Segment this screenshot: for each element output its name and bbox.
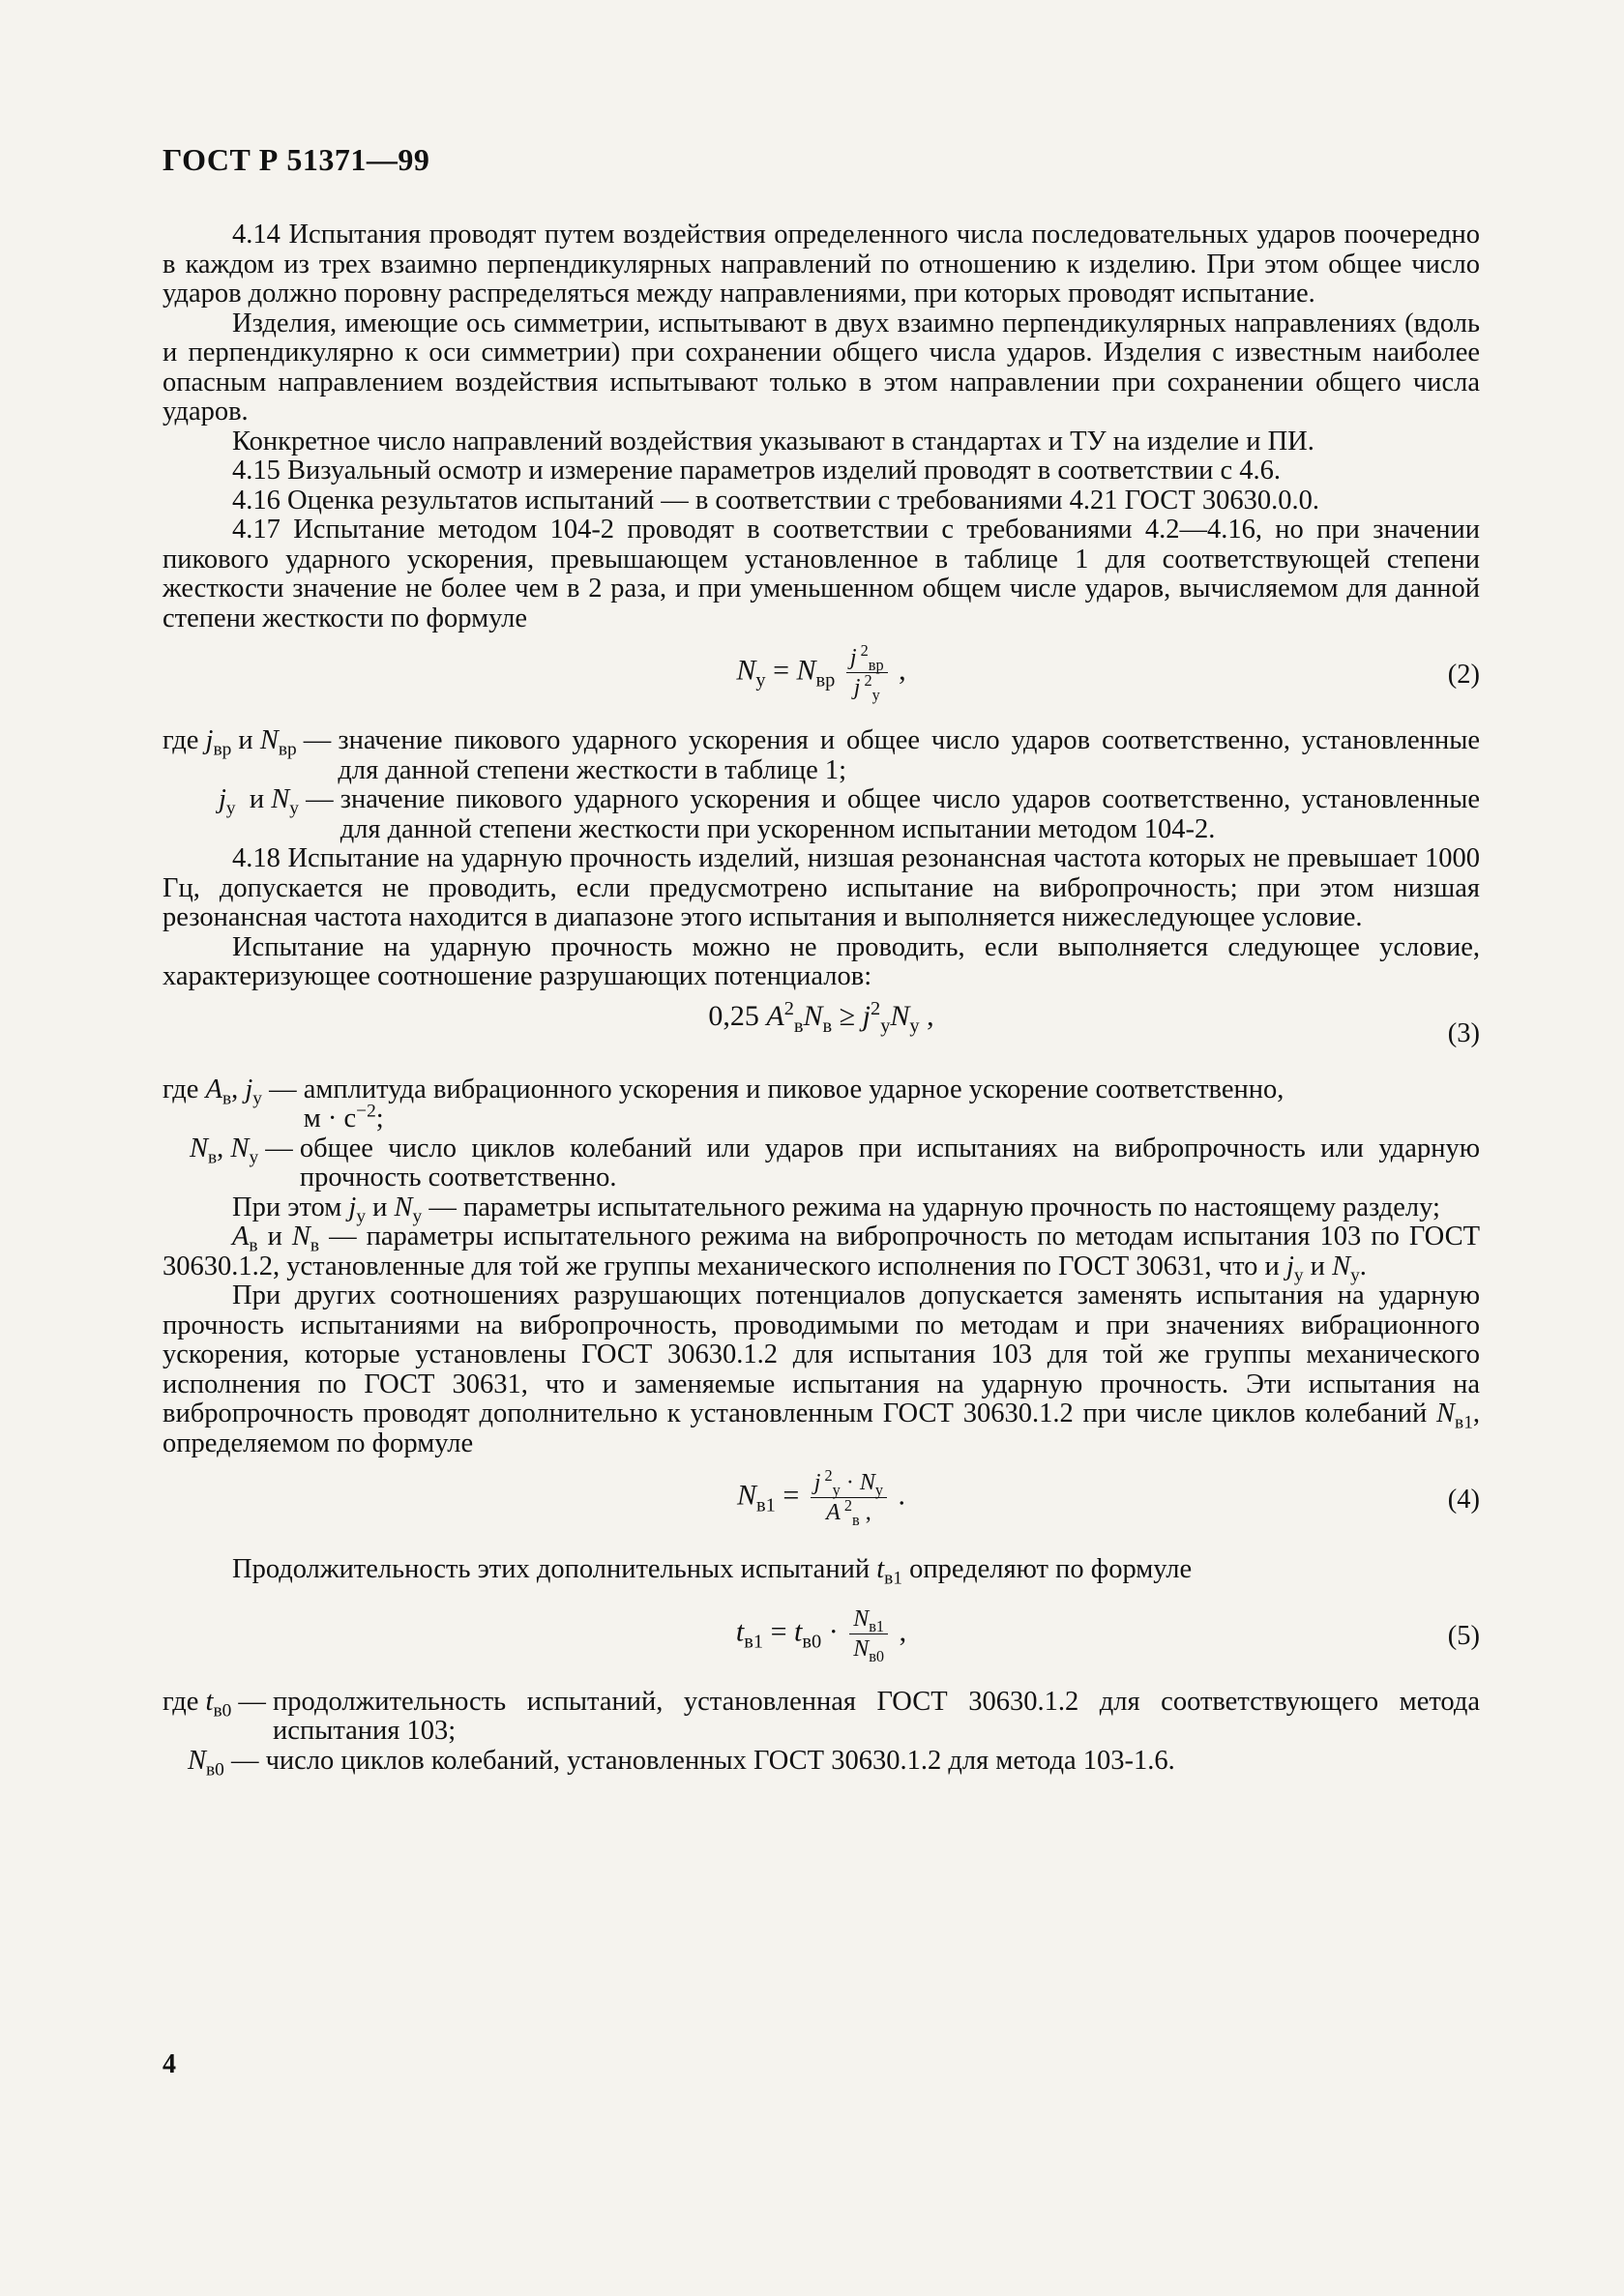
definition-term: где $t_{в0}$ — [162, 1686, 274, 1722]
formula-2 [162, 633, 1480, 726]
paragraph-other-ratios: При других соотношениях разрушающих потенциалов допускается заменять испытания на ударную прочность испытаниями на вибропрочность, проводимыми по методам и при значениях вибрационного ускорения, которые установлены ГОСТ 30630.1.2 для испытания 103 для той же группы механического исполнения по ГОСТ 30631, что и заменяемые испытания на ударную прочность. Эти испытания на вибропрочность проводят дополнительно к установленным ГОСТ 30630.1.2 при числе циклов колебаний $N_{в1}$, определяемом по формуле [162, 1280, 1480, 1458]
definition-text: число циклов колебаний, установленных ГОСТ 30630.1.2 для метода 103-1.6. [265, 1745, 1175, 1776]
paragraph-4-18: 4.18 Испытание на ударную прочность изделий, низшая резонансная частота которых не превышает 1000 Гц, допускается не проводить, если предусмотрено испытание на вибропрочность; при этом низшая резонансная частота находится в диапазоне этого испытания и выполняется нижеследующее условие. [162, 843, 1480, 932]
definition-av-jy [162, 1075, 1480, 1134]
definition-tv0 [162, 1688, 1480, 1747]
definition-nv0 [162, 1745, 1480, 1781]
formula-3-expression: 0,25 $A^2_вN_в \ge j^2_уN_у$ , [708, 997, 934, 1037]
paragraph-av-nv-params: $A_в$ и $N_в$ — параметры испытательного режима на вибропрочность по методам испытания 103 по ГОСТ 30630.1.2, установленные для той же группы механического исполнения по ГОСТ 30631, что и $j_у$ и $N_у$. [162, 1222, 1480, 1286]
paragraph-duration: Продолжительность этих дополнительных испытаний $t_{в1}$ определяют по формуле [232, 1554, 1193, 1589]
formula-5 [162, 1595, 1480, 1688]
formula-4-expression: $N_{в1}$ = $\frac{j ^2_у \cdot N_у}{A ^2_в ,}$ . [737, 1466, 905, 1529]
definition-text: общее число циклов колебаний или ударов при испытаниях на вибропрочность или ударную прочность соответственно. [299, 1133, 1480, 1192]
definition-term: где $j_{вр}$ и $N_{вр}$ — [162, 725, 339, 760]
page-number: 4 [162, 2049, 176, 2079]
definition-text-main: амплитуда вибрационного ускорения и пиковое ударное ускорение соответственно, [303, 1074, 1284, 1104]
document-body [162, 220, 1480, 1781]
formula-3 [162, 992, 1480, 1075]
definition-jvr-nvr [162, 726, 1480, 785]
definition-term: где $A_в$, $j_у$ — [162, 1074, 304, 1109]
definition-text: продолжительность испытаний, установленная ГОСТ 30630.1.2 для соответствующего метода испытания 103; [273, 1686, 1480, 1746]
paragraph-4-14-symmetry: Изделия, имеющие ось симметрии, испытывают в двух взаимно перпендикулярных направлениях (вдоль и перпендикулярно к оси симметрии) при сохранении общего числа ударов. Изделия с известным наиболее опасным направлением воздействия испытывают только в этом направлении при сохранении общего числа ударов. [162, 308, 1480, 427]
definition-term: $N_{в0}$ — [188, 1745, 266, 1781]
paragraph-4-16: 4.16 Оценка результатов испытаний — в соответствии с требованиями 4.21 ГОСТ 30630.0.0. [232, 485, 1319, 515]
formula-4 [162, 1458, 1480, 1555]
definition-text: значение пикового ударного ускорения и общее число ударов соответственно, установленные для данной степени жесткости в таблице 1; [338, 725, 1480, 785]
paragraph-text: При других соотношениях разрушающих потенциалов допускается заменять испытания на ударную прочность испытаниями на вибропрочность, проводимыми по методам и при значениях вибрационного ускорения, которые установлены ГОСТ 30630.1.2 для испытания 103 для той же группы механического исполнения по ГОСТ 30631, что и заменяемые испытания на ударную прочность. Эти испытания на вибропрочность проводят дополнительно к установленным ГОСТ 30630.1.2 при числе циклов колебаний [162, 1280, 1480, 1428]
paragraph-4-14-directions: Конкретное число направлений воздействия указывают в стандартах и ТУ на изделие и ПИ. [232, 426, 1314, 456]
paragraph-4-15: 4.15 Визуальный осмотр и измерение параметров изделий проводят в соответствии с 4.6. [232, 456, 1282, 486]
paragraph-text: Продолжительность этих дополнительных испытаний [232, 1554, 871, 1584]
definition-text: амплитуда вибрационного ускорения и пиковое ударное ускорение соответственно, $м \cdot с^{-2}$; [303, 1074, 1284, 1133]
paragraph-text-end: определяют по формуле [909, 1554, 1193, 1584]
paragraph-4-17: 4.17 Испытание методом 104-2 проводят в соответствии с требованиями 4.2—4.16, но при значении пикового ударного ускорения, превышающем установленное в таблице 1 для соответствующей степени жесткости значение не более чем в 2 раза, и при уменьшенном общем числе ударов, вычисляемом для данной степени жесткости по формуле [162, 515, 1480, 633]
param-text: параметры испытательного режима на ударную прочность по настоящему разделу; [462, 1192, 1440, 1222]
param-text: параметры испытательного режима на вибропрочность по методам испытания 103 по ГОСТ 30630.1.2, установленные для той же группы механического исполнения по ГОСТ 30631, что и [162, 1222, 1480, 1281]
paragraph-jy-ny-params: При этом $j_у$ и $N_у$ — параметры испытательного режима на ударную прочность по настоящему разделу; [232, 1192, 1440, 1227]
formula-2-number: (2) [1447, 660, 1480, 690]
definition-text: значение пикового ударного ускорения и общее число ударов соответственно, установленные для данной степени жесткости при ускоренном испытании методом 104-2. [340, 784, 1480, 844]
formula-4-number: (4) [1447, 1485, 1480, 1515]
definition-jy-ny [162, 785, 1480, 844]
definition-term: $N_в$, $N_у$ — [190, 1133, 300, 1168]
formula-2-expression: $N_у = N_{вр}$ $\frac{j ^2_{вр}}{j ^2_у}$ , [736, 641, 906, 704]
formula-5-number: (5) [1447, 1620, 1480, 1651]
paragraph-text-end: , определяемом по формуле [162, 1398, 1480, 1458]
definition-term: $j_у$ и $N_у$ — [219, 784, 340, 819]
document-header: ГОСТ Р 51371—99 [162, 142, 430, 177]
paragraph-4-18-condition: Испытание на ударную прочность можно не проводить, если выполняется следующее условие, характеризующее соотношение разрушающих потенциалов: [162, 931, 1480, 991]
definition-nv-ny [162, 1134, 1480, 1193]
formula-5-expression: $t_{в1} = t_{в0}$ · $\frac{N_{в1}}{N_{в0}}$ , [735, 1605, 907, 1665]
paragraph-4-14: 4.14 Испытания проводят путем воздействия определенного числа последовательных ударов поочередно в каждом из трех взаимно перпендикулярных направлений по отношению к изделию. При этом общее число ударов должно поровну распределяться между направлениями, при которых проводят испытание. [162, 220, 1480, 309]
formula-3-coefficient: 0,25 [708, 999, 759, 1032]
definition-unit: м · с [303, 1104, 357, 1133]
formula-3-number: (3) [1447, 1017, 1480, 1048]
